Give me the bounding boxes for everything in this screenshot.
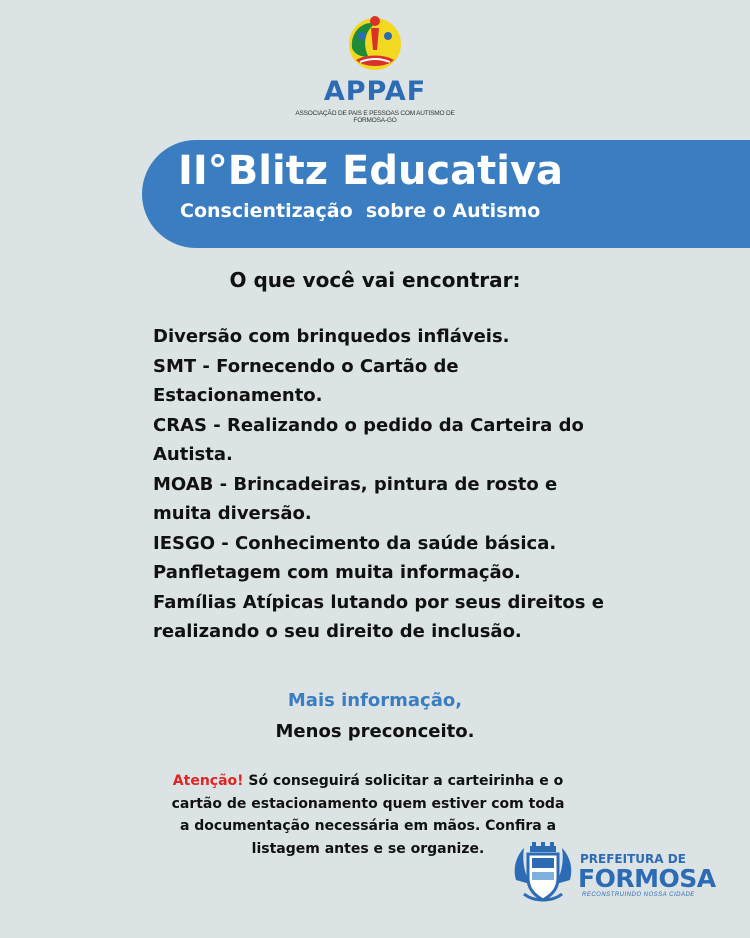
notice-line-3: a documentação necessária em mãos. Confira a: [179, 818, 557, 834]
list-item: IESGO - Conhecimento da saúde básica.: [153, 532, 557, 554]
slogan-line-2: Menos preconceito.: [275, 721, 475, 742]
attention-label: Atenção!: [172, 773, 244, 789]
list-item: SMT - Fornecendo o Cartão de: [153, 355, 459, 377]
list-item: Panfletagem com muita informação.: [153, 562, 521, 583]
activities-list: [153, 322, 623, 647]
notice-line-4: listagem antes e se organize.: [251, 840, 485, 857]
list-item: Autista.: [153, 444, 233, 465]
list-item: MOAB - Brincadeiras, pintura de rosto e: [153, 473, 558, 495]
notice-line-2: cartão de estacionamento quem estiver com toda: [171, 795, 565, 812]
list-item: Famílias Atípicas lutando por seus direitos e: [153, 591, 604, 613]
appaf-logo-name: APPAF: [323, 76, 427, 107]
list-item: CRAS - Realizando o pedido da Carteira do: [153, 414, 584, 436]
event-subtitle: Conscientização sobre o Autismo: [180, 200, 541, 222]
appaf-emblem-icon: [342, 14, 408, 78]
slogan-line-1: Mais informação,: [287, 690, 463, 711]
list-item: Diversão com brinquedos infláveis.: [153, 326, 510, 347]
prefeitura-tagline: RECONSTRUINDO NOSSA CIDADE: [582, 892, 695, 898]
list-item: realizando o seu direito de inclusão.: [153, 621, 522, 642]
prefeitura-label: PREFEITURA DE: [580, 852, 686, 866]
notice-line-1: Só conseguirá solicitar a carteirinha e o: [243, 773, 564, 789]
event-title: II°Blitz Educativa: [178, 148, 564, 194]
list-item: muita diversão.: [153, 503, 312, 524]
section-heading: O que você vai encontrar:: [229, 268, 521, 292]
city-name: FORMOSA: [578, 864, 716, 893]
prefeitura-logo: [510, 840, 730, 910]
list-item: Estacionamento.: [153, 385, 323, 406]
title-banner: [142, 140, 750, 248]
appaf-logo: [290, 14, 460, 124]
appaf-logo-subtitle: ASSOCIAÇÃO DE PAIS E PESSOAS COM AUTISMO DE FORMOSA-GO: [295, 110, 455, 124]
city-crest-icon: [510, 840, 576, 906]
